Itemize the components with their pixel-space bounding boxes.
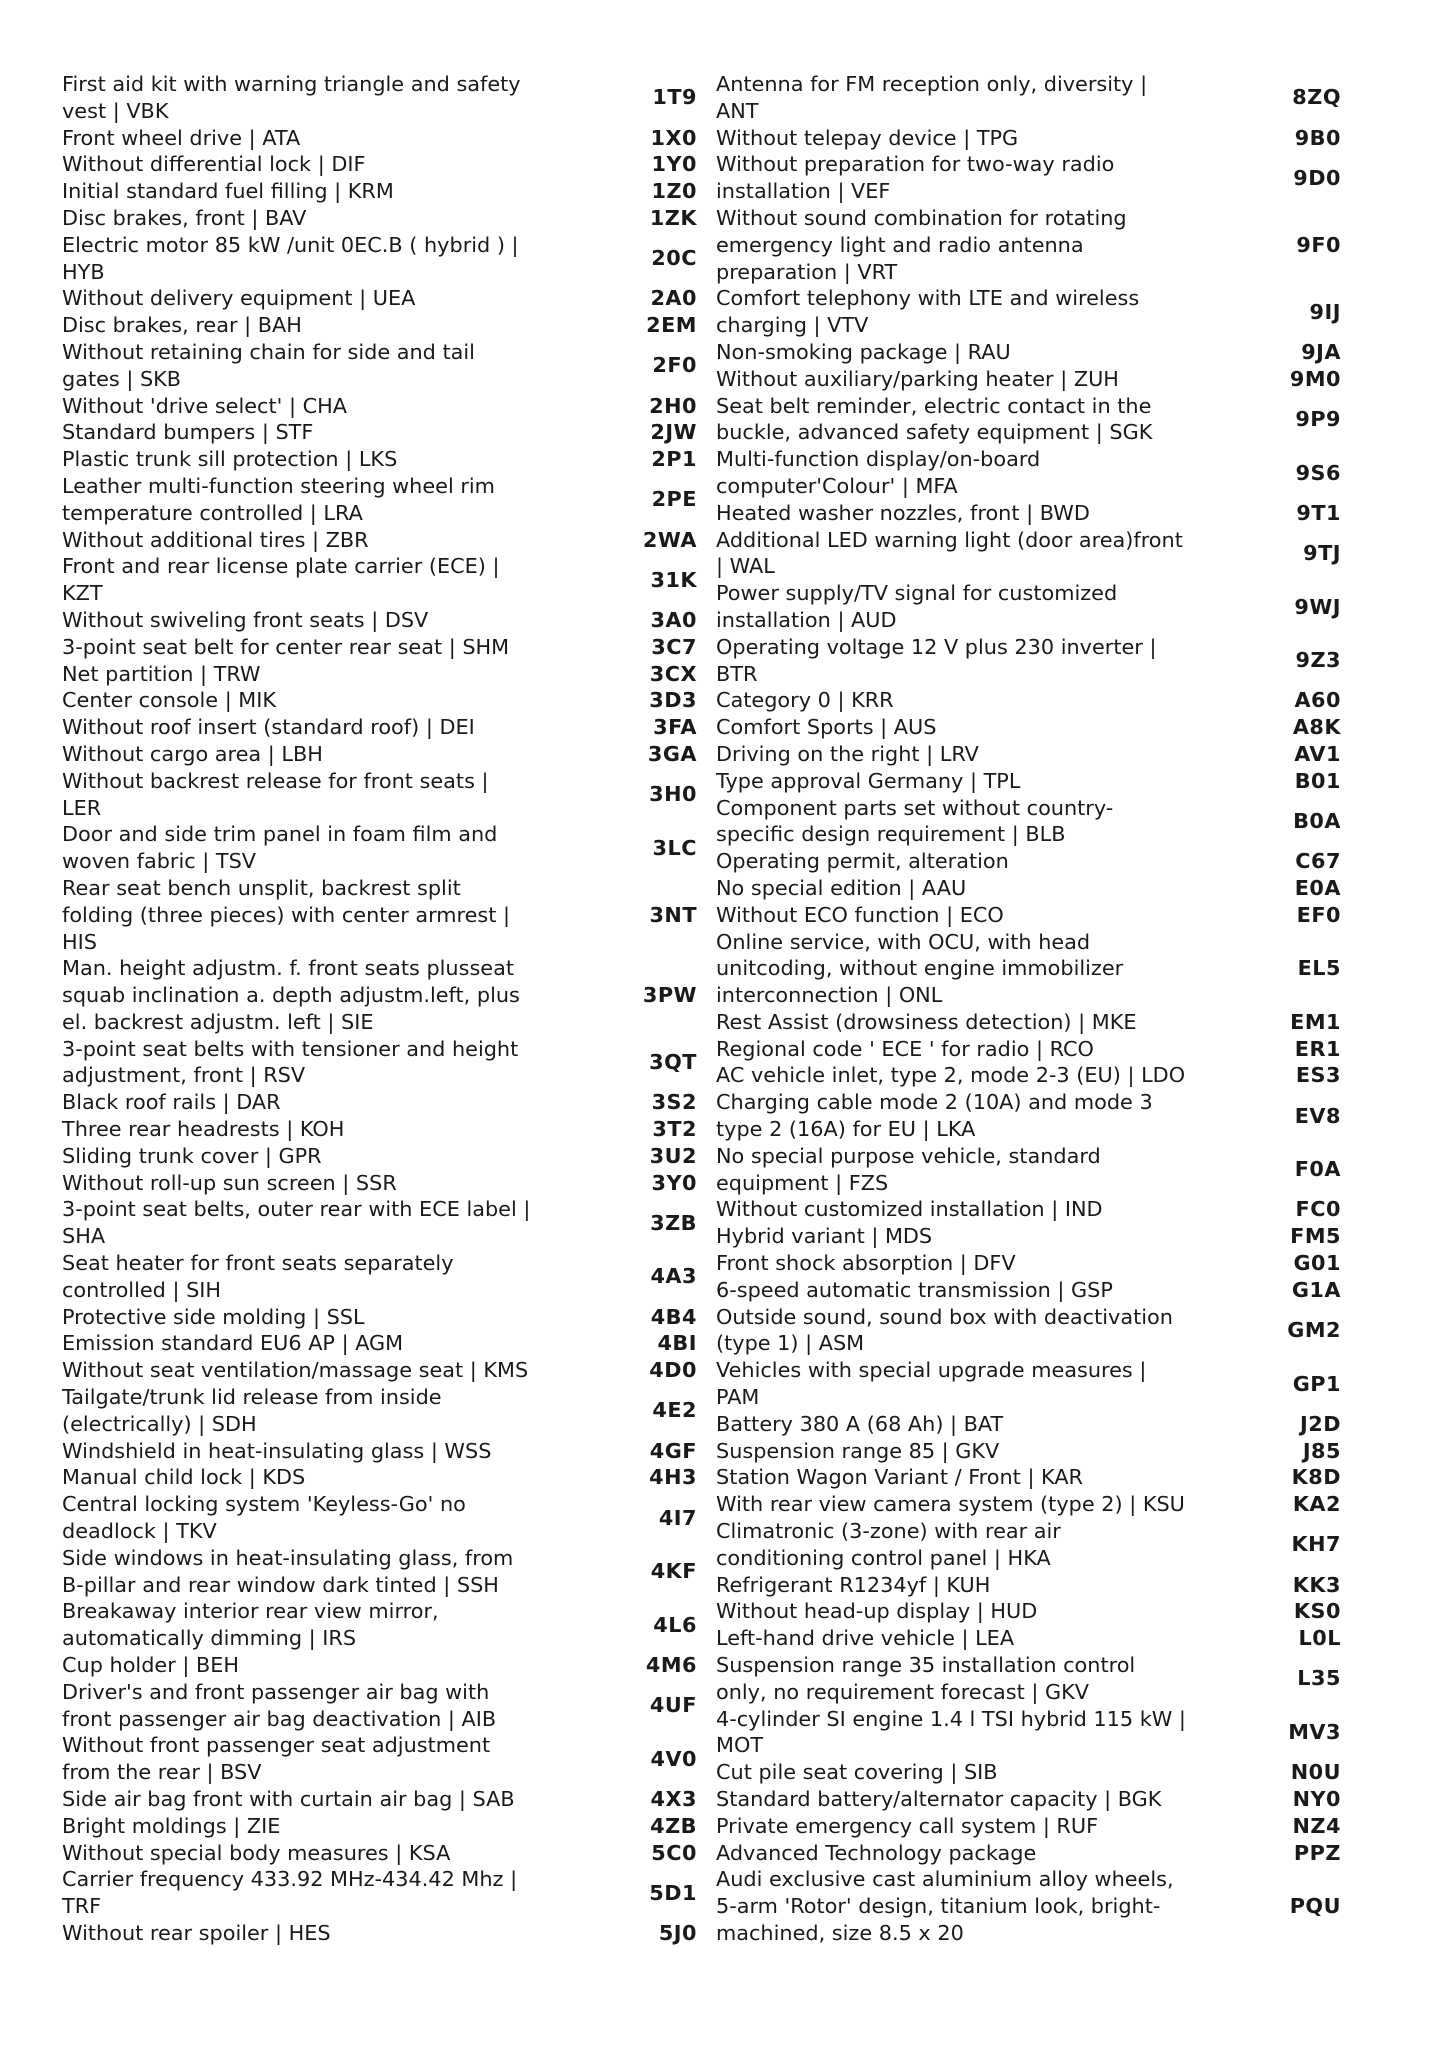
equipment-row [62,714,697,741]
equipment-row [62,446,697,473]
equipment-code: K8D [1291,1465,1341,1490]
equipment-description: Driving on the right | LRV [716,741,979,766]
equipment-code: KK3 [1292,1572,1341,1597]
equipment-description: 4-cylinder SI engine 1.4 l TSI hybrid 115 kW | MOT [716,1706,1186,1758]
equipment-row [62,768,697,822]
equipment-code: 4GF [649,1438,697,1463]
equipment-description: Cup holder | BEH [62,1653,240,1678]
equipment-code: 3ZB [650,1210,697,1235]
equipment-code: 4L6 [653,1612,697,1637]
equipment-row [62,875,697,955]
equipment-description: Comfort telephony with LTE and wireless charging | VTV [716,286,1140,338]
equipment-description: Disc brakes, rear | BAH [62,313,302,338]
equipment-description: Door and side trim panel in foam film and woven fabric | TSV [62,822,498,874]
equipment-description: Man. height adjustm. f. front seats plusseat squab inclination a. depth adjustm.left, plus el. backrest adjustm. left | SIE [62,956,520,1034]
equipment-row [62,821,697,875]
equipment-description: Additional LED warning light (door area)front | WAL [716,527,1183,579]
equipment-code: 4BI [657,1331,697,1356]
equipment-description: Private emergency call system | RUF [716,1813,1099,1838]
equipment-row [716,1625,1346,1652]
equipment-row [716,1786,1346,1813]
equipment-code: 4ZB [650,1813,697,1838]
equipment-description: Outside sound, sound box with deactivation (type 1) | ASM [716,1304,1173,1356]
equipment-code: E0A [1294,875,1341,900]
equipment-description: Side windows in heat-insulating glass, from B-pillar and rear window dark tinted | SSH [62,1545,514,1597]
equipment-row [716,1304,1346,1358]
equipment-code: A8K [1292,715,1341,740]
equipment-code: PQU [1289,1894,1341,1919]
equipment-row [716,902,1346,929]
equipment-description: Non-smoking package | RAU [716,339,1011,364]
equipment-description: Category 0 | KRR [716,688,894,713]
equipment-code: 5J0 [658,1920,697,1945]
equipment-row [716,795,1346,849]
equipment-description: Advanced Technology package [716,1840,1037,1865]
equipment-description: Net partition | TRW [62,661,261,686]
equipment-code: 3C7 [651,634,697,659]
equipment-description: Antenna for FM reception only, diversity | ANT [716,72,1148,123]
equipment-code: L35 [1297,1666,1341,1691]
equipment-code: 9T1 [1296,500,1341,525]
equipment-row [716,1089,1346,1143]
equipment-row [62,1036,697,1090]
equipment-row [716,1411,1346,1438]
equipment-code: 2EM [646,313,697,338]
equipment-description: Central locking system 'Keyless-Go' no deadlock | TKV [62,1492,466,1544]
equipment-code: MV3 [1288,1720,1341,1744]
equipment-code: A60 [1294,688,1341,713]
equipment-description: Front and rear license plate carrier (ECE) | KZT [62,554,500,606]
equipment-list-right [716,71,1346,1947]
equipment-description: Without roll-up sun screen | SSR [62,1170,397,1195]
equipment-description: 3-point seat belts, outer rear with ECE label | SHA [62,1197,531,1249]
equipment-description: Multi-function display/on-board computer'Colour' | MFA [716,447,1041,498]
equipment-row [716,1062,1346,1089]
equipment-row [62,393,697,420]
equipment-row [62,1304,697,1331]
equipment-description: AC vehicle inlet, type 2, mode 2-3 (EU) | LDO [716,1063,1186,1088]
equipment-code: NY0 [1292,1787,1341,1811]
equipment-code: G1A [1291,1277,1341,1302]
equipment-row [716,1518,1346,1572]
equipment-description: Component parts set without country-specific design requirement | BLB [716,795,1114,847]
equipment-row [62,1116,697,1143]
equipment-row [716,393,1346,447]
equipment-description: Audi exclusive cast aluminium alloy wheels, 5-arm 'Rotor' design, titanium look, bright-machined, size 8.5 x 20 [716,1867,1174,1945]
equipment-description: Seat belt reminder, electric contact in the buckle, advanced safety equipment | SGK [716,393,1153,445]
equipment-description: Climatronic (3-zone) with rear air conditioning control panel | HKA [716,1519,1061,1570]
equipment-description: Disc brakes, front | BAV [62,205,307,230]
equipment-row [716,1357,1346,1411]
equipment-description: 3-point seat belts with tensioner and height adjustment, front | RSV [62,1036,519,1088]
equipment-row [716,1706,1346,1760]
equipment-description: Charging cable mode 2 (10A) and mode 3 type 2 (16A) for EU | LKA [716,1090,1153,1142]
equipment-description: Standard bumpers | STF [62,420,314,445]
equipment-row [716,1840,1346,1867]
equipment-row [62,1357,697,1384]
equipment-row [62,607,697,634]
equipment-row [62,419,697,446]
equipment-description: Front shock absorption | DFV [716,1251,1016,1276]
equipment-code: 9IJ [1309,299,1341,324]
equipment-row [62,1438,697,1465]
equipment-description: Power supply/TV signal for customized installation | AUD [716,581,1118,632]
equipment-list-left [62,71,697,1947]
equipment-description: Without preparation for two-way radio installation | VEF [716,152,1115,204]
equipment-row [716,1277,1346,1304]
equipment-description: Without special body measures | KSA [62,1840,451,1865]
equipment-code: 1T9 [652,85,697,110]
equipment-row [716,125,1346,152]
equipment-description: Windshield in heat-insulating glass | WSS [62,1438,492,1463]
equipment-description: Standard battery/alternator capacity | BGK [716,1787,1162,1811]
equipment-row [716,71,1346,125]
equipment-description: Center console | MIK [62,688,277,713]
equipment-code: 9B0 [1294,125,1341,150]
equipment-row [716,580,1346,634]
equipment-row [62,1170,697,1197]
equipment-code: 3U2 [649,1143,697,1168]
equipment-row [62,1679,697,1733]
equipment-row [62,1598,697,1652]
equipment-code: 3CX [649,661,697,686]
equipment-description: Without sound combination for rotating emergency light and radio antenna preparation | VRT [716,205,1127,284]
equipment-row [62,1813,697,1840]
equipment-code: N0U [1290,1760,1341,1785]
equipment-row [62,1384,697,1438]
equipment-code: 4D0 [649,1358,697,1383]
equipment-row [62,71,697,125]
equipment-row [716,848,1346,875]
equipment-row [716,1250,1346,1277]
equipment-code: 1X0 [650,125,697,150]
equipment-description: Without front passenger seat adjustment from the rear | BSV [62,1733,491,1785]
equipment-row [62,1545,697,1599]
equipment-code: 3QT [649,1050,697,1075]
equipment-code: ER1 [1294,1036,1341,1061]
equipment-code: 4UF [649,1693,697,1718]
equipment-row [716,1572,1346,1599]
equipment-row [716,446,1346,500]
equipment-description: Suspension range 85 | GKV [716,1438,1000,1463]
equipment-row [716,1464,1346,1491]
equipment-row [62,741,697,768]
equipment-description: Hybrid variant | MDS [716,1224,933,1249]
equipment-code: 3S2 [651,1090,697,1115]
equipment-code: GM2 [1287,1318,1341,1343]
equipment-code: 9F0 [1296,232,1341,257]
equipment-row [62,553,697,607]
equipment-row [716,366,1346,393]
equipment-row [716,339,1346,366]
equipment-description: Leather multi-function steering wheel rim temperature controlled | LRA [62,473,495,525]
equipment-row [716,1438,1346,1465]
equipment-code: 9S6 [1295,460,1341,485]
equipment-description: Refrigerant R1234yf | KUH [716,1572,991,1597]
equipment-description: Operating permit, alteration [716,849,1009,874]
equipment-description: Electric motor 85 kW /unit 0EC.B ( hybrid ) | HYB [62,232,519,284]
equipment-description: Without seat ventilation/massage seat | KMS [62,1358,529,1383]
equipment-row [716,929,1346,1009]
equipment-code: EL5 [1297,956,1341,981]
equipment-description: Front wheel drive | ATA [62,125,301,150]
equipment-row [62,661,697,688]
equipment-row [62,1143,697,1170]
equipment-description: Cut pile seat covering | SIB [716,1760,998,1785]
equipment-code: 4M6 [645,1653,697,1678]
equipment-row [62,1840,697,1867]
equipment-row [716,500,1346,527]
equipment-description: Battery 380 A (68 Ah) | BAT [716,1411,1004,1436]
equipment-code: NZ4 [1292,1813,1341,1838]
equipment-row [716,1491,1346,1518]
equipment-description: Carrier frequency 433.92 MHz-434.42 Mhz | TRF [62,1867,518,1919]
equipment-code: 3Y0 [651,1170,697,1195]
equipment-row [62,1250,697,1304]
equipment-code: B0A [1293,808,1341,833]
equipment-row [716,1759,1346,1786]
equipment-code: 3T2 [652,1117,697,1142]
equipment-code: GP1 [1292,1371,1341,1396]
equipment-description: Regional code ' ECE ' for radio | RCO [716,1036,1094,1061]
equipment-code: 1Y0 [651,152,697,177]
equipment-row [716,714,1346,741]
equipment-code: 2WA [642,527,697,552]
equipment-code: 9D0 [1293,165,1341,190]
equipment-code: 3FA [653,715,697,740]
equipment-row [62,634,697,661]
equipment-code: FM5 [1290,1224,1341,1249]
equipment-code: 4X3 [650,1787,697,1811]
equipment-row [62,955,697,1035]
equipment-code: 3PW [642,983,697,1008]
equipment-description: No special purpose vehicle, standard equipment | FZS [716,1143,1101,1195]
equipment-description: 3-point seat belt for center rear seat | SHM [62,634,510,659]
equipment-description: Online service, with OCU, with head unitcoding, without engine immobilizer interconnection | ONL [716,929,1124,1008]
equipment-row [62,1464,697,1491]
equipment-description: 6-speed automatic transmission | GSP [716,1277,1113,1302]
equipment-description: Without delivery equipment | UEA [62,286,416,311]
equipment-row [62,527,697,554]
equipment-row [62,687,697,714]
equipment-code: ES3 [1295,1063,1341,1088]
equipment-code: 3NT [649,902,697,927]
equipment-code: 2JW [650,420,697,445]
equipment-description: Rest Assist (drowsiness detection) | MKE [716,1009,1137,1034]
equipment-code: KA2 [1292,1492,1341,1517]
equipment-code: EM1 [1290,1009,1341,1034]
equipment-code: KH7 [1291,1532,1341,1557]
equipment-row [62,1732,697,1786]
equipment-row [716,875,1346,902]
equipment-description: Without ECO function | ECO [716,902,1004,927]
equipment-description: Driver's and front passenger air bag with front passenger air bag deactivation | AIB [62,1679,497,1731]
equipment-row [62,1652,697,1679]
equipment-code: 2PE [651,487,697,512]
equipment-code: G01 [1293,1251,1341,1276]
equipment-code: 3LC [652,835,697,860]
equipment-row [716,1813,1346,1840]
equipment-description: Without backrest release for front seats | LER [62,768,489,820]
equipment-code: 2P1 [651,447,697,472]
equipment-row [62,1866,697,1920]
equipment-row [716,1652,1346,1706]
equipment-code: 2F0 [652,353,697,378]
equipment-code: 4E2 [652,1398,697,1423]
equipment-description: Sliding trunk cover | GPR [62,1143,322,1168]
equipment-row [62,205,697,232]
equipment-code: F0A [1294,1157,1341,1182]
equipment-code: 5C0 [651,1840,697,1865]
equipment-row [716,1598,1346,1625]
equipment-description: Without head-up display | HUD [716,1599,1038,1624]
equipment-code: 8ZQ [1292,85,1341,110]
equipment-code: 20C [651,246,697,271]
equipment-description: Seat heater for front seats separately controlled | SIH [62,1251,454,1302]
equipment-code: 2A0 [650,286,697,311]
equipment-code: PPZ [1293,1840,1341,1865]
equipment-description: Protective side molding | SSL [62,1304,365,1329]
equipment-code: 9WJ [1294,594,1341,619]
equipment-description: Without differential lock | DIF [62,152,366,177]
equipment-row [716,285,1346,339]
equipment-code: J2D [1300,1411,1341,1436]
equipment-row [716,634,1346,688]
equipment-code: 4H3 [649,1465,697,1490]
equipment-code: 4B4 [650,1304,697,1329]
equipment-description: Plastic trunk sill protection | LKS [62,447,398,472]
equipment-description: Comfort Sports | AUS [716,715,937,740]
equipment-code: 2H0 [649,393,697,418]
equipment-code: EV8 [1294,1103,1341,1128]
equipment-row [62,1089,697,1116]
equipment-description: Black roof rails | DAR [62,1090,281,1115]
equipment-row [62,1491,697,1545]
equipment-code: 9Z3 [1295,648,1341,673]
equipment-description: Without 'drive select' | CHA [62,393,347,418]
equipment-description: Suspension range 35 installation control only, no requirement forecast | GKV [716,1653,1136,1704]
equipment-row [716,151,1346,205]
equipment-row [62,125,697,152]
equipment-description: Left-hand drive vehicle | LEA [716,1626,1015,1651]
equipment-code: 1ZK [649,205,697,230]
equipment-row [716,687,1346,714]
equipment-description: Side air bag front with curtain air bag | SAB [62,1787,515,1811]
equipment-code: 31K [650,567,697,592]
equipment-code: 3A0 [650,607,697,632]
equipment-description: Initial standard fuel filling | KRM [62,179,394,204]
equipment-row [62,151,697,178]
equipment-code: L0L [1298,1626,1341,1651]
equipment-row [62,178,697,205]
equipment-description: Bright moldings | ZIE [62,1813,281,1838]
equipment-code: AV1 [1294,741,1341,766]
equipment-row [62,285,697,312]
equipment-description: Type approval Germany | TPL [716,768,1021,793]
equipment-row [62,339,697,393]
equipment-description: Without swiveling front seats | DSV [62,607,429,632]
equipment-row [62,1196,697,1250]
equipment-description: Three rear headrests | KOH [62,1117,345,1142]
equipment-row [716,768,1346,795]
equipment-description: Manual child lock | KDS [62,1465,306,1490]
equipment-description: Tailgate/trunk lid release from inside (electrically) | SDH [62,1385,442,1436]
equipment-row [716,1866,1346,1946]
equipment-code: 9JA [1301,339,1341,364]
equipment-code: J85 [1302,1438,1341,1463]
equipment-code: 3H0 [649,782,697,807]
equipment-code: 9P9 [1295,406,1341,431]
equipment-code: 3GA [647,741,697,766]
equipment-code: 4I7 [658,1505,697,1530]
equipment-row [62,1920,697,1947]
equipment-description: Without customized installation | IND [716,1197,1103,1222]
equipment-row [62,312,697,339]
equipment-row [62,1786,697,1813]
equipment-description: Without auxiliary/parking heater | ZUH [716,366,1119,391]
equipment-description: Without telepay device | TPG [716,125,1019,150]
equipment-description: Without cargo area | LBH [62,741,323,766]
equipment-description: Vehicles with special upgrade measures | PAM [716,1358,1147,1410]
equipment-description: Station Wagon Variant / Front | KAR [716,1465,1084,1490]
equipment-row [62,473,697,527]
equipment-code: FC0 [1295,1197,1341,1222]
equipment-description: Without rear spoiler | HES [62,1920,331,1945]
equipment-description: Rear seat bench unsplit, backrest split folding (three pieces) with center armrest | HIS [62,875,511,954]
equipment-description: Emission standard EU6 AP | AGM [62,1331,404,1356]
equipment-code: 5D1 [649,1880,697,1905]
equipment-code: 9M0 [1289,366,1341,391]
equipment-code: KS0 [1293,1599,1341,1624]
equipment-row [716,1009,1346,1036]
equipment-code: 4KF [650,1559,697,1584]
equipment-description: Without additional tires | ZBR [62,527,369,552]
equipment-description: Operating voltage 12 V plus 230 inverter | BTR [716,634,1157,686]
equipment-description: Breakaway interior rear view mirror, automatically dimming | IRS [62,1599,439,1651]
equipment-code: 4A3 [650,1264,697,1289]
equipment-row [62,1330,697,1357]
equipment-row [716,205,1346,285]
equipment-description: Without roof insert (standard roof) | DEI [62,715,475,740]
equipment-row [716,741,1346,768]
equipment-description: No special edition | AAU [716,875,967,900]
equipment-code: EF0 [1296,902,1341,927]
equipment-code: 3D3 [649,688,697,713]
equipment-description: Heated washer nozzles, front | BWD [716,500,1090,525]
equipment-code: 1Z0 [651,179,697,204]
equipment-row [716,1196,1346,1223]
equipment-row [716,527,1346,581]
equipment-row [62,232,697,286]
equipment-row [716,1223,1346,1250]
equipment-description: Without retaining chain for side and tail gates | SKB [62,339,475,391]
equipment-code: 4V0 [650,1746,697,1771]
equipment-code: B01 [1294,768,1341,793]
equipment-row [716,1143,1346,1197]
equipment-code: 9TJ [1303,540,1341,565]
equipment-description: First aid kit with warning triangle and safety vest | VBK [62,72,521,123]
equipment-code: C67 [1295,849,1341,874]
equipment-description: With rear view camera system (type 2) | KSU [716,1492,1185,1517]
equipment-row [716,1036,1346,1063]
